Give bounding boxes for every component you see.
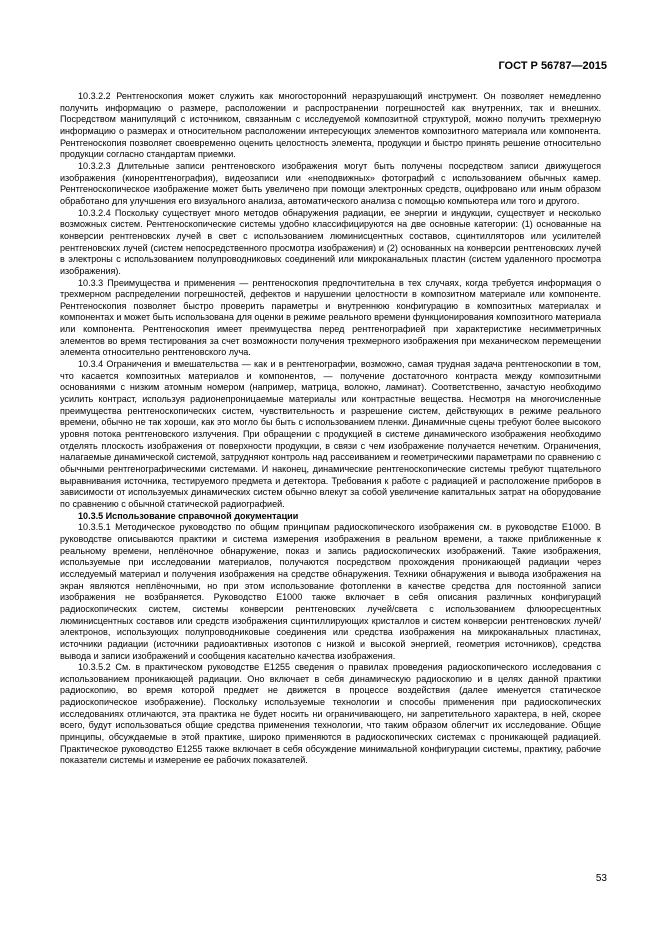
paragraph-10-3-5-1: 10.3.5.1 Методическое руководство по общим принципам радиоскопического изображения см. в руководстве E1000. В руководстве описываются практики и система измерения изображения в реальном времени, а также приближенные к реальному времени, неплёночное обнаружение, показ и запись радиоскопических изображений. Такие изображения, используемые при исследовании материалов, получаются посредством прохождения проникающей радиации через исследуемый материал и получения изображения на средстве обнаружения. Техники обнаружения и вывода изображения на экран являются неплёночными, но при этом использование фотопленки в качестве средства для постоянной записи изображения не возбраняется. Руководство E1000 также включает в себя описания различных конфигураций радиоскопических систем, системы конверсии рентгеновских лучей/света с использованием флюоресцентных люминисцентных составов или средств изображения сцинтиллирующих кристаллов и систем конверсии рентгеновских лучей/электронов, использующих полупроводниковые соединения или средства изображения на микроканальных пластинах, источники радиации (источники радиоактивных изотопов с низкой и высокой энергией, геометрия источников), средства вывода и записи изображений и сообщения касательно качества изображения. (60, 522, 601, 661)
paragraph-10-3-5-2: 10.3.5.2 См. в практическом руководстве E1255 сведения о правилах проведения радиоскопического исследования с использованием проникающей радиации. Оно включает в себя динамическую радиоскопию и в целях данной практики радиоскопию, во время которой предмет не движется в процессе воздействия (далее именуется статическое радиоскопическое изображение). Поскольку используемые технологии и способы применения при радиоскопических исследованиях отличаются, эта практика не будет носить ни ограничивающего, ни запретительного характера, в ней, скорее всего, будут использоваться общие средства применения технологии, что таким образом облегчит их исследование. Общие принципы, обсуждаемые в этой практике, широко применяются в радиоскопических системах с проникающей радиацией. Практическое руководство E1255 также включает в себя обсуждение минимальной конфигурации системы, практику, рабочие показатели системы и измерение ее рабочих показателей. (60, 662, 601, 766)
paragraph-10-3-2-3: 10.3.2.3 Длительные записи рентгеновского изображения могут быть получены посредством записи движущегося изображения (кинорентгенография), видеозаписи или «неподвижных» фотографий с использованием обычных камер. Рентгеноскопическое изображение может быть увеличено при помощи электронных средств, оцифровано или иным образом обработано для улучшения его визуального анализа, автоматического анализа с помощью компьютера или того и другого. (60, 160, 601, 206)
page-body (60, 91, 601, 767)
subsection-heading-10-3-5: 10.3.5 Использование справочной документации (78, 510, 299, 521)
paragraph-10-3-4: 10.3.4 Ограничения и вмешательства — как и в рентгенографии, возможно, самая трудная задача рентгеноскопии в том, что касается композитных материалов и компонентов, — получение достаточного контраста между композитными основаниями с низким атомным номером (например, матрица, волокно, ламинат). Соответственно, зачастую необходимо усилить контраст, используя радионепроницаемые материалы или контрастные вещества. Несмотря на многочисленные преимущества рентгеноскопических систем, чувствительность и разрешение систем, действующих в режиме реального времени, обычно не так хороши, как это могло бы быть с использованием пленки. Динамичные сцены требуют более высокого уровня потока рентгеновского излучения. При обращении с продукцией в системе динамического изображения необходимо отделять плоскость изображения от поверхности продукции, в связи с чем изображение получается нечетким. Ограничения, налагаемые динамической системой, затрудняют контроль над рассеиванием и геометрическими параметрами по сравнению с обычными рентгенографическими системами. И наконец, динамические рентгеноскопические системы требуют тщательного выравнивания источника, тестируемого предмета и детектора. Требования к работе с радиацией и расположение приборов в зависимости от используемых динамических систем обычно влекут за собой увеличение капитальных затрат на оборудование по сравнению с обычной статической радиографией. (60, 359, 601, 509)
document-header: ГОСТ Р 56787—2015 (498, 60, 607, 72)
paragraph-10-3-2-2: 10.3.2.2 Рентгеноскопия может служить как многосторонний неразрушающий инструмент. Он позволяет немедленно получить информацию о размере, расположении и распространении погрешностей как внутренних, так и внешних. Посредством манипуляций с источником, связанным с исследуемой композитной структурой, можно получить трехмерную информацию о размерах и относительном расположении интересующих элементов композитного материала или компонента. Рентгеноскопия позволяет своевременно оценить целостность элемента, продукции и быстро принять решение относительно продукции согласно стандартам приемки. (60, 91, 601, 160)
page-number: 53 (595, 873, 607, 884)
paragraph-10-3-2-4: 10.3.2.4 Поскольку существует много методов обнаружения радиации, ее энергии и индукции, существует и несколько возможных систем. Рентгеноскопические системы удобно классифицируются на две основные категории: (1) основанные на конверсии рентгеновских лучей в свет с использованием люминисцентных составов, сцинтилляторов или усилителей рентгеновских лучей (систем непосредственного просмотра изображения) и (2) основанных на конверсии рентгеновских лучей в электроны с использованием полупроводниковых соединений или микроканальных пластин (систем удаленного просмотра изображения). (60, 207, 601, 276)
paragraph-10-3-3: 10.3.3 Преимущества и применения — рентгеноскопия предпочтительна в тех случаях, когда требуется информация о трехмерном распределении погрешностей, дефектов и нарушении целостности в композитном материале или компоненте. Рентгеноскопия позволяет быстро проверить параметры и внутреннюю конфигурацию в композитных материалах и компонентах и может быть использована для оценки в режиме реального времени функционирования композитного материала или компонента. Рентгеноскопия имеет преимущества перед рентгенографией при характеристике несимметричных элементов во время тестирования за счет возможности получения трехмерного изображения при механическом перемещении элемента относительно рентгеновского луча. (60, 277, 601, 358)
